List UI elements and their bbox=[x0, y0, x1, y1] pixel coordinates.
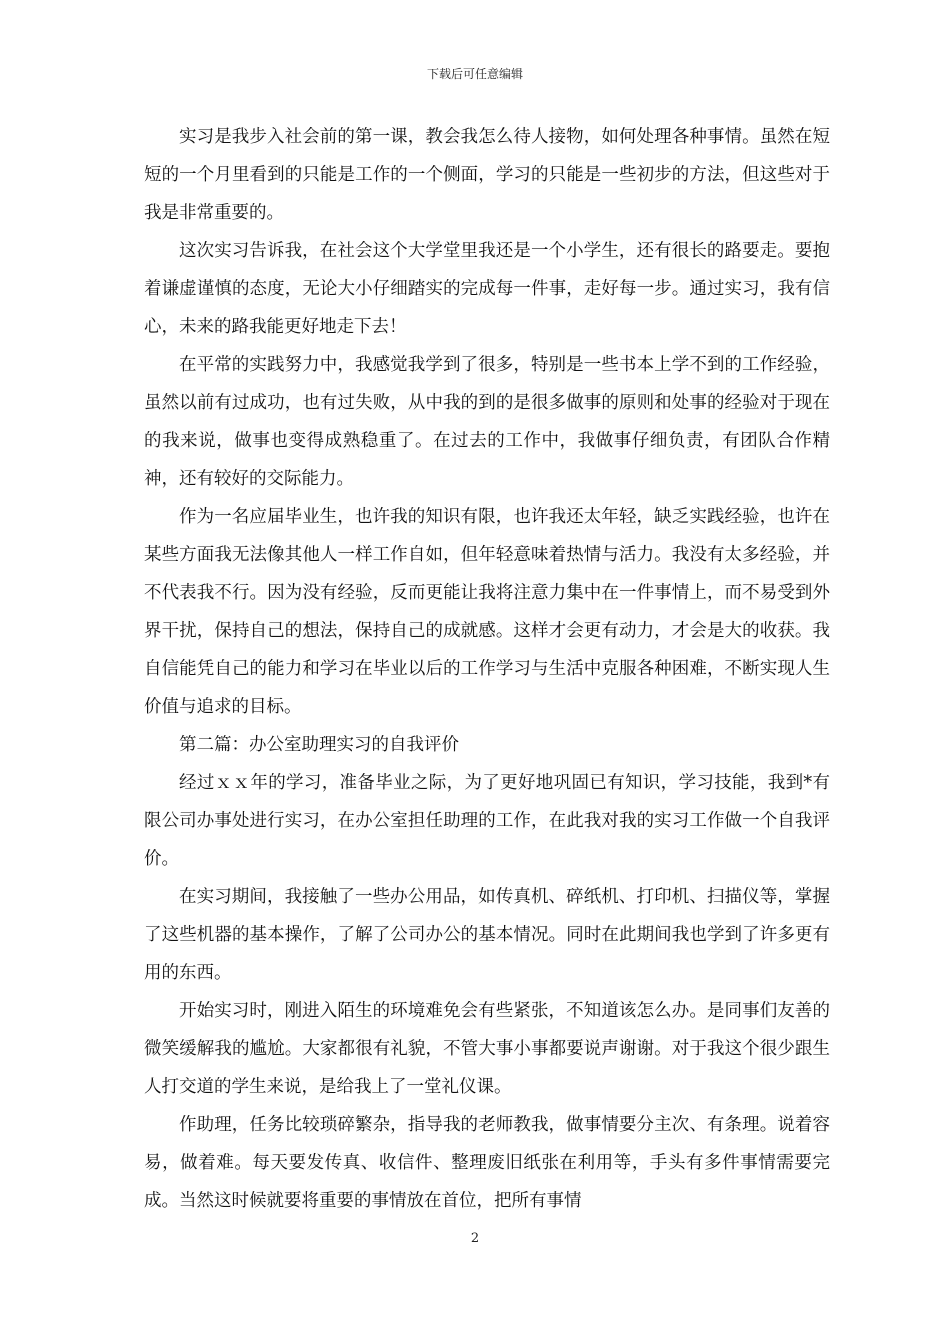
paragraph: 作助理，任务比较琐碎繁杂，指导我的老师教我，做事情要分主次、有条理。说着容易，做着难。每天要发传真、收信件、整理废旧纸张在利用等，手头有多件事情需要完成。当然这时候就要将重要的事情放在首位，把所有事情 bbox=[144, 1115, 830, 1211]
paragraph: 这次实习告诉我，在社会这个大学堂里我还是一个小学生，还有很长的路要走。要抱着谦虚谨慎的态度，无论大小仔细踏实的完成每一件事，走好每一步。通过实习，我有信心，未来的路我能更好地走下去！ bbox=[144, 241, 830, 337]
paragraph: 在平常的实践努力中，我感觉我学到了很多，特别是一些书本上学不到的工作经验，虽然以前有过成功，也有过失败，从中我的到的是很多做事的原则和处事的经验对于现在的我来说，做事也变得成熟稳重了。在过去的工作中，我做事仔细负责，有团队合作精神，还有较好的交际能力。 bbox=[144, 355, 830, 489]
page-number: 2 bbox=[470, 1231, 480, 1246]
paragraph: 作为一名应届毕业生，也许我的知识有限，也许我还太年轻，缺乏实践经验，也许在某些方面我无法像其他人一样工作自如，但年轻意味着热情与活力。我没有太多经验，并不代表我不行。因为没有经验，反而更能让我将注意力集中在一件事情上，而不易受到外界干扰，保持自己的想法，保持自己的成就感。这样才会更有动力，才会是大的收获。我自信能凭自己的能力和学习在毕业以后的工作学习与生活中克服各种困难，不断实现人生价值与追求的目标。 bbox=[144, 507, 830, 717]
paragraph: 经过ｘｘ年的学习，准备毕业之际，为了更好地巩固已有知识，学习技能，我到*有限公司办事处进行实习，在办公室担任助理的工作，在此我对我的实习工作做一个自我评价。 bbox=[144, 773, 830, 869]
section-heading: 第二篇：办公室助理实习的自我评价 bbox=[179, 735, 459, 755]
document-body bbox=[144, 118, 830, 1220]
paragraph: 开始实习时，刚进入陌生的环境难免会有些紧张，不知道该怎么办。是同事们友善的微笑缓解我的尴尬。大家都很有礼貌，不管大事小事都要说声谢谢。对于我这个很少跟生人打交道的学生来说，是给我上了一堂礼仪课。 bbox=[144, 1001, 830, 1097]
paragraph: 在实习期间，我接触了一些办公用品，如传真机、碎纸机、打印机、扫描仪等，掌握了这些机器的基本操作，了解了公司办公的基本情况。同时在此期间我也学到了许多更有用的东西。 bbox=[144, 887, 830, 983]
page-header: 下载后可任意编辑 bbox=[426, 67, 523, 81]
paragraph: 实习是我步入社会前的第一课，教会我怎么待人接物，如何处理各种事情。虽然在短短的一个月里看到的只能是工作的一个侧面，学习的只能是一些初步的方法，但这些对于我是非常重要的。 bbox=[144, 127, 830, 223]
